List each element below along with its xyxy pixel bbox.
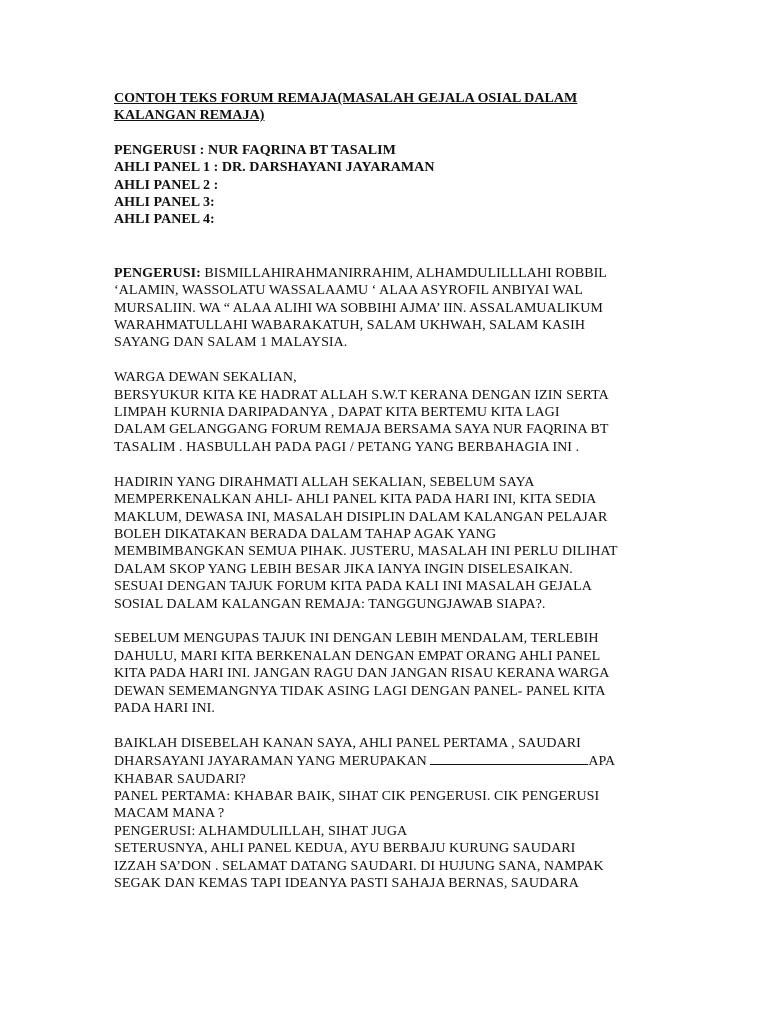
text-line: SESUAI DENGAN TAJUK FORUM KITA PADA KALI INI MASALAH GEJALA [114, 579, 592, 595]
speaker-label: PENGERUSI: [114, 265, 201, 281]
text-line [114, 752, 668, 770]
roster-panel-4: AHLI PANEL 4: [114, 212, 215, 228]
panel-roster [114, 142, 668, 229]
text-line: SEGAK DAN KEMAS TAPI IDEANYA PASTI SAHAJA BERNAS, SAUDARA [114, 876, 579, 891]
text-line: PENGERUSI: ALHAMDULILLAH, SIHAT JUGA [114, 823, 408, 839]
text-line: WARGA DEWAN SEKALIAN, [114, 370, 297, 386]
roster-panel-2: AHLI PANEL 2 : [114, 177, 219, 193]
roster-panel-3: AHLI PANEL 3: [114, 195, 215, 211]
paragraph-dialogue [114, 735, 668, 893]
text-line: MEMBIMBANGKAN SEMUA PIHAK. JUSTERU, MASALAH INI PERLU DILIHAT [114, 544, 618, 560]
paragraph-greeting [114, 369, 668, 456]
text-line: ‘ALAMIN, WASSOLATU WASSALAAMU ‘ ALAA ASYROFIL ANBIYAI WAL [114, 283, 584, 299]
text-line: LIMPAH KURNIA DARIPADANYA , DAPAT KITA BERTEMU KITA LAGI [114, 405, 560, 421]
title-line: KALANGAN REMAJA) [114, 108, 265, 124]
text-line: PADA HARI INI. [114, 700, 215, 716]
text-line: SEBELUM MENGUPAS TAJUK INI DENGAN LEBIH MENDALAM, TERLEBIH [114, 631, 599, 647]
text-line: PANEL PERTAMA: KHABAR BAIK, SIHAT CIK PENGERUSI. CIK PENGERUSI [114, 788, 600, 804]
text-line: BAIKLAH DISEBELAH KANAN SAYA, AHLI PANEL PERTAMA , SAUDARI [114, 735, 581, 751]
text-line: SOSIAL DALAM KALANGAN REMAJA: TANGGUNGJAWAB SIAPA?. [114, 596, 546, 612]
text-span: APA [588, 754, 616, 770]
text-line: DEWAN SEMEMANGNYA TIDAK ASING LAGI DENGAN PANEL- PANEL KITA [114, 683, 606, 699]
text-line: BERSYUKUR KITA KE HADRAT ALLAH S.W.T KERANA DENGAN IZIN SERTA [114, 387, 609, 403]
text-line: DAHULU, MARI KITA BERKENALAN DENGAN EMPAT ORANG AHLI PANEL [114, 648, 601, 664]
paragraph-introduction [114, 474, 668, 613]
text-line: HADIRIN YANG DIRAHMATI ALLAH SEKALIAN, SEBELUM SAYA [114, 474, 535, 490]
text-line: IZZAH SA’DON . SELAMAT DATANG SAUDARI. DI HUJUNG SANA, NAMPAK [114, 858, 604, 874]
text-line [114, 265, 668, 282]
text-line: MAKLUM, DEWASA INI, MASALAH DISIPLIN DALAM KALANGAN PELAJAR [114, 509, 608, 525]
text-line: SETERUSNYA, AHLI PANEL KEDUA, AYU BERBAJU KURUNG SAUDARI [114, 841, 576, 857]
roster-panel-1: AHLI PANEL 1 : DR. DARSHAYANI JAYARAMAN [114, 160, 435, 176]
paragraph-panel-intro [114, 630, 668, 717]
title-line: CONTOH TEKS FORUM REMAJA(MASALAH GEJALA OSIAL DALAM [114, 91, 578, 106]
text-line: BOLEH DIKATAKAN BERADA DALAM TAHAP AGAK YANG [114, 526, 497, 542]
text-line: KITA PADA HARI INI. JANGAN RAGU DAN JANGAN RISAU KERANA WARGA [114, 666, 610, 682]
roster-chairperson: PENGERUSI : NUR FAQRINA BT TASALIM [114, 142, 396, 158]
paragraph-opening [114, 265, 668, 352]
text-line: MACAM MANA ? [114, 806, 225, 822]
text-line: WARAHMATULLAHI WABARAKATUH, SALAM UKHWAH, SALAM KASIH [114, 318, 585, 334]
text-line: DALAM SKOP YANG LEBIH BESAR JIKA IANYA INGIN DISELESAIKAN. [114, 561, 573, 577]
text-span: DHARSAYANI JAYARAMAN YANG MERUPAKAN [114, 754, 431, 770]
text-line: MEMPERKENALKAN AHLI- AHLI PANEL KITA PADA HARI INI, KITA SEDIA [114, 492, 597, 508]
text-line: TASALIM . HASBULLAH PADA PAGI / PETANG YANG BERBAHAGIA INI . [114, 439, 580, 455]
text-line: SAYANG DAN SALAM 1 MALAYSIA. [114, 335, 348, 351]
fill-in-blank [430, 752, 588, 765]
document-title [114, 90, 668, 125]
text-line: KHABAR SAUDARI? [114, 771, 246, 787]
text-line: DALAM GELANGGANG FORUM REMAJA BERSAMA SAYA NUR FAQRINA BT [114, 422, 609, 438]
text-span: BISMILLAHIRAHMANIRRAHIM, ALHAMDULILLLAHI ROBBIL [200, 265, 607, 281]
text-line: MURSALIIN. WA “ ALAA ALIHI WA SOBBIHI AJMA’ IIN. ASSALAMUALIKUM [114, 300, 603, 316]
